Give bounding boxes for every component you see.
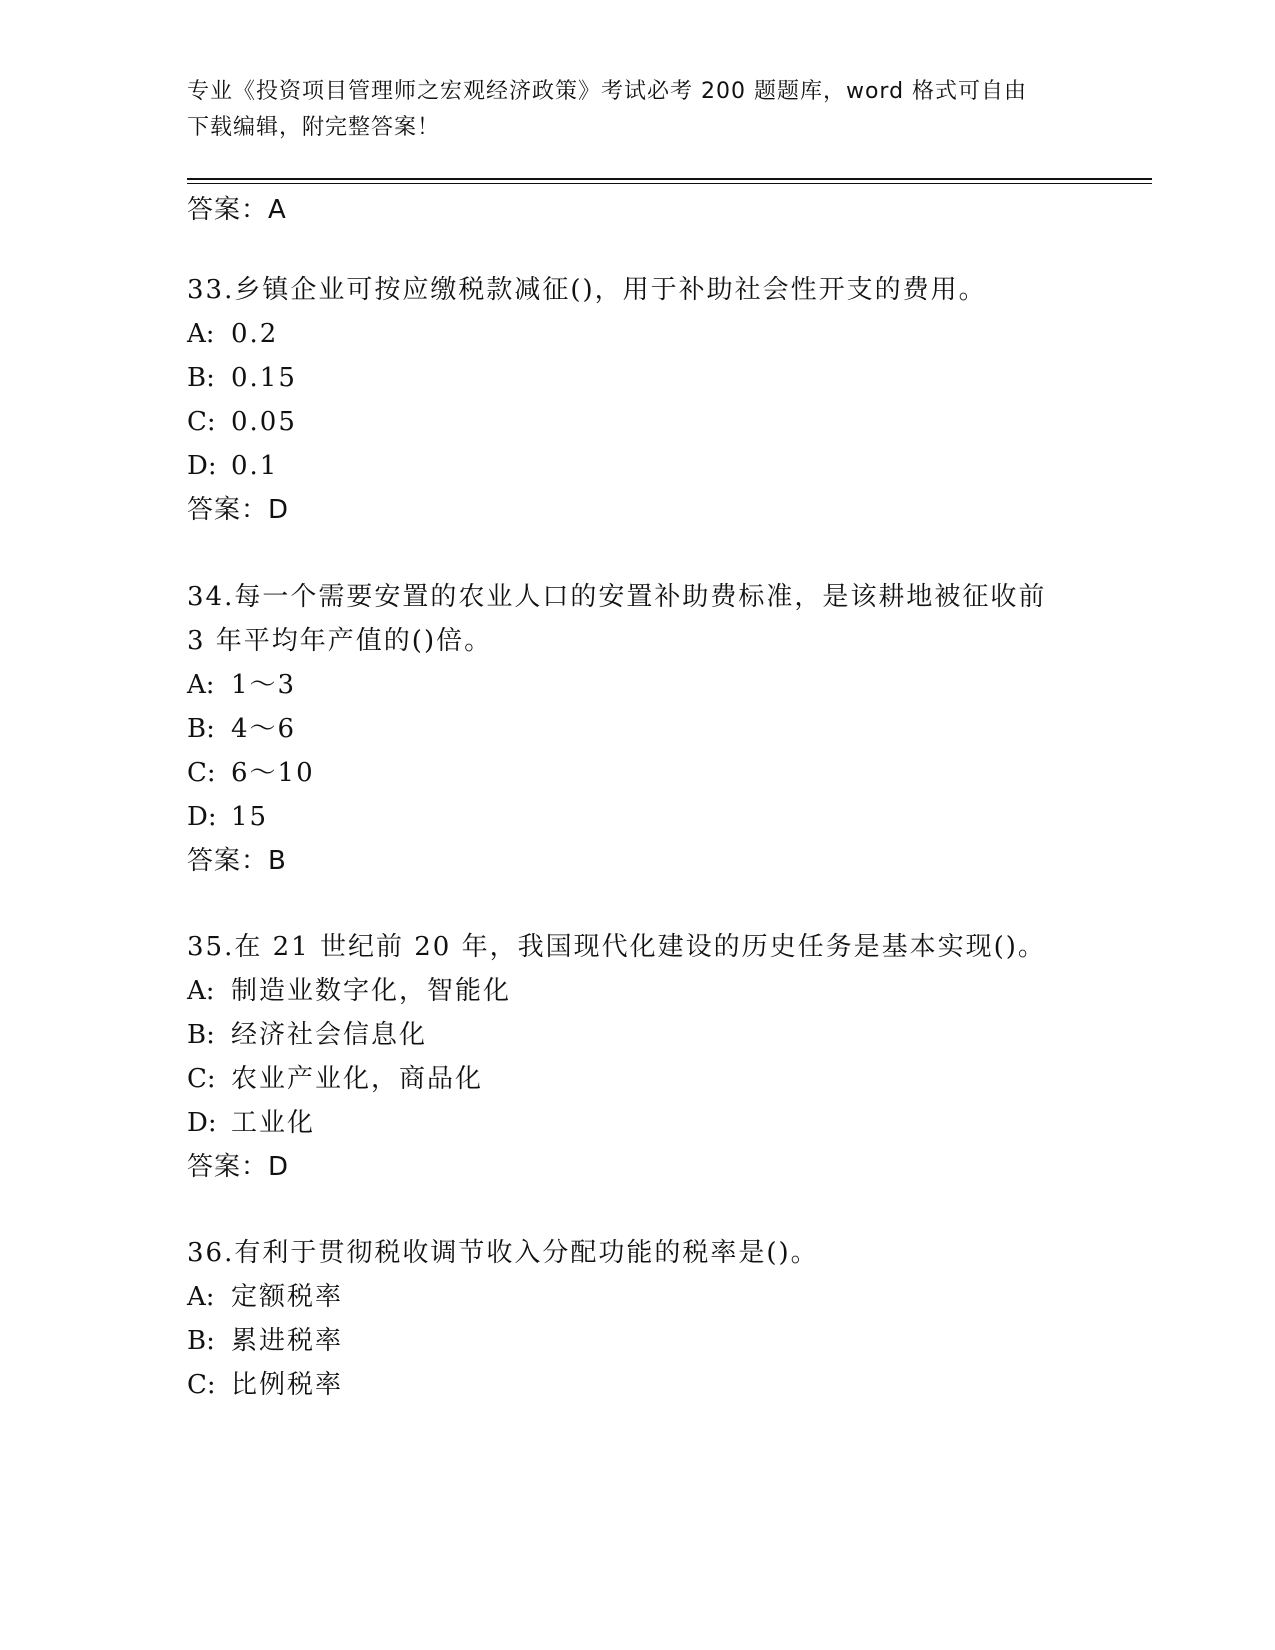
- header-divider: [187, 178, 1152, 180]
- option-label: D:: [187, 1108, 217, 1138]
- option-label: C:: [187, 758, 216, 788]
- question-33-text: 33.乡镇企业可按应缴税款减征()，用于补助社会性开支的费用。: [187, 275, 987, 305]
- option-label: C:: [187, 1370, 216, 1400]
- option-label: A:: [187, 1282, 215, 1312]
- header-line-1: 专业《投资项目管理师之宏观经济政策》考试必考 200 题题库，word 格式可自由: [187, 79, 1028, 104]
- option-label: B:: [187, 714, 215, 744]
- option-line: [187, 1106, 315, 1140]
- option-line: [187, 712, 296, 746]
- option-label: A:: [187, 976, 215, 1006]
- question-34-text: 34.每一个需要安置的农业人口的安置补助费标准，是该耕地被征收前: [187, 582, 1047, 612]
- header-line-2: 下载编辑，附完整答案！: [187, 115, 441, 140]
- option-line: [187, 974, 511, 1008]
- option-text: 制造业数字化，智能化: [231, 976, 512, 1006]
- option-label: A:: [187, 319, 215, 349]
- header-divider-thin: [187, 183, 1152, 184]
- option-line: [187, 405, 297, 439]
- option-text: 15: [231, 802, 269, 832]
- option-label: D:: [187, 802, 217, 832]
- answer-line: 答案：B: [187, 846, 287, 876]
- question-34-text-cont: 3 年平均年产值的()倍。: [187, 626, 493, 656]
- option-text: 0.15: [231, 363, 297, 393]
- option-line: [187, 361, 297, 395]
- option-line: [187, 449, 278, 483]
- option-text: 经济社会信息化: [231, 1020, 428, 1050]
- option-text: 4～6: [231, 714, 297, 744]
- option-label: A:: [187, 670, 215, 700]
- option-text: 0.1: [231, 451, 279, 481]
- option-line: [187, 756, 315, 790]
- option-text: 工业化: [231, 1108, 316, 1138]
- question-36-text: 36.有利于贯彻税收调节收入分配功能的税率是()。: [187, 1238, 819, 1268]
- option-label: C:: [187, 407, 216, 437]
- option-label: B:: [187, 363, 215, 393]
- question-35-text: 35.在 21 世纪前 20 年，我国现代化建设的历史任务是基本实现()。: [187, 932, 1046, 962]
- option-text: 6～10: [231, 758, 315, 788]
- answer-line: 答案：D: [187, 1152, 290, 1182]
- option-label: C:: [187, 1064, 216, 1094]
- option-text: 累进税率: [231, 1326, 344, 1356]
- option-text: 比例税率: [231, 1370, 344, 1400]
- option-line: [187, 800, 268, 834]
- option-line: [187, 1324, 343, 1358]
- option-label: B:: [187, 1020, 215, 1050]
- option-text: 0.05: [231, 407, 297, 437]
- option-text: 定额税率: [231, 1282, 344, 1312]
- option-text: 0.2: [231, 319, 279, 349]
- answer-line: 答案：A: [187, 195, 287, 225]
- option-label: B:: [187, 1326, 215, 1356]
- option-text: 1～3: [231, 670, 297, 700]
- page-header: [187, 74, 1087, 146]
- option-line: [187, 1280, 343, 1314]
- answer-line: 答案：D: [187, 495, 290, 525]
- option-line: [187, 1018, 427, 1052]
- option-label: D:: [187, 451, 217, 481]
- option-line: [187, 1062, 483, 1096]
- option-line: [187, 668, 296, 702]
- option-line: [187, 317, 278, 351]
- option-text: 农业产业化，商品化: [231, 1064, 484, 1094]
- option-line: [187, 1368, 343, 1402]
